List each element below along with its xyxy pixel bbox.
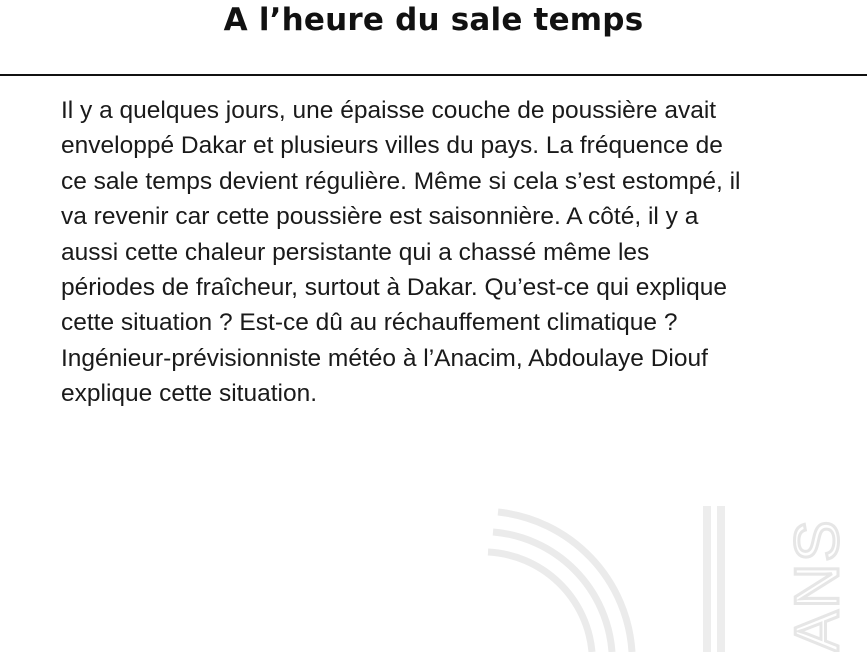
body-line: périodes de fraîcheur, surtout à Dakar. Qu’est-ce qui explique [61, 274, 727, 302]
anniversary-watermark [460, 490, 867, 652]
title-divider [0, 74, 867, 76]
body-line: Il y a quelques jours, une épaisse couche de poussière avait [61, 97, 717, 124]
watermark-bars [703, 506, 725, 652]
body-line: enveloppé Dakar et plusieurs villes du pays. La fréquence de [61, 132, 723, 160]
watermark-arcs [488, 512, 632, 652]
body-line: ce sale temps devient régulière. Même si cela s’est estompé, il [61, 167, 741, 195]
body-line: explique cette situation. [61, 380, 318, 408]
article-body [61, 93, 821, 412]
watermark-text: ANS [783, 518, 852, 652]
body-line: cette situation ? Est-ce dû au réchauffement climatique ? [61, 309, 678, 337]
body-line: aussi cette chaleur persistante qui a chassé même les [61, 238, 650, 266]
body-line: va revenir car cette poussière est saisonnière. A côté, il y a [61, 203, 699, 231]
article-title: A l’heure du sale temps [223, 2, 644, 38]
body-line: Ingénieur-prévisionniste météo à l’Anacim, Abdoulaye Diouf [61, 344, 708, 372]
